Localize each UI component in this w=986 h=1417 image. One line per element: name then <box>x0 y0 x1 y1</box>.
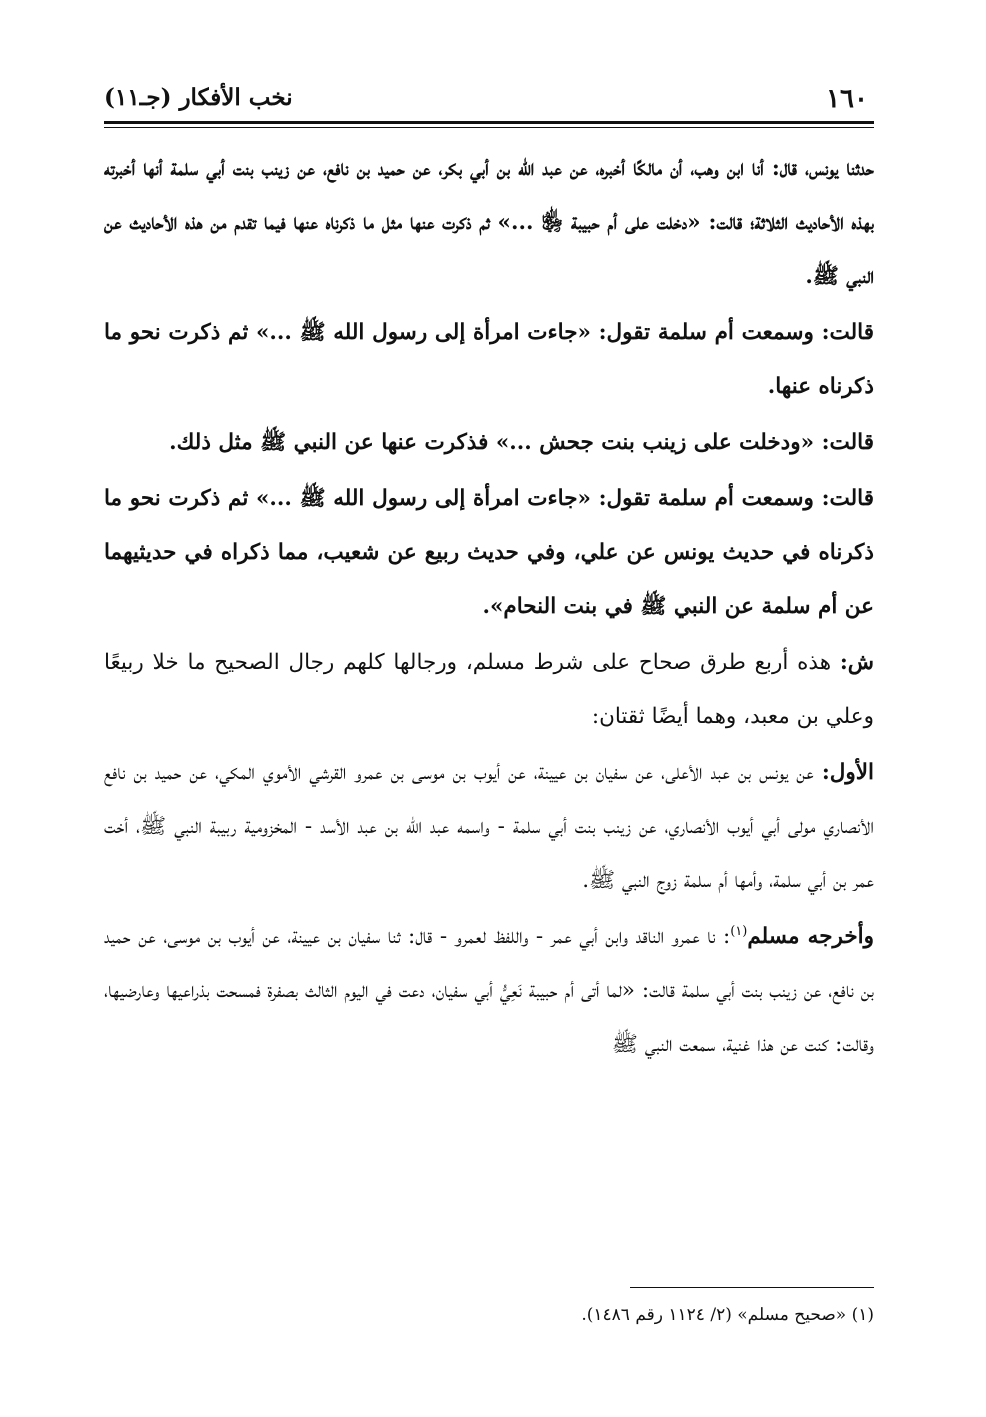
paragraph-5 <box>104 636 874 744</box>
paragraph-text: : نا عمرو الناقد وابن أبي عمر - واللفظ لعمرو - قال: ثنا سفيان بن عيينة، عن أيوب بن موسى، عن حميد بن نافع، عن زينب بنت أبي سلمة قالت: «لما أتى أم حبيبة نَعِيُّ أبي سفيان، دعت في اليوم الثالث بصفرة فمسحت بذراعيها وعارضيها، وقالت: كنت عن هذا غنية، سمعت النبي ﷺ <box>104 924 874 1057</box>
paragraph-text: قالت: وسمعت أم سلمة تقول: «جاءت امرأة إلى رسول الله ﷺ ...» ثم ذكرت نحو ما ذكرناه في حديث يونس عن علي، وفي حديث ربيع عن شعيب، مما ذكراه في حديثيهما عن أم سلمة عن النبي ﷺ في بنت النحام». <box>104 486 874 619</box>
running-title: نخب الأفكار (جـ١١) <box>104 84 293 111</box>
body-text <box>104 142 874 1074</box>
paragraph-4 <box>104 472 874 634</box>
paragraph-text: حدثنا يونس، قال: أنا ابن وهب، أن مالكًا أخبره، عن عبد الله بن أبي بكر، عن حميد بن نافع، عن زينب بنت أبي سلمة أنها أخبرته بهذه الأحاديث الثلاثة؛ قالت: «دخلت على أم حبيبة ﵂ ...» ثم ذكرت عنها مثل ما ذكرناه عنها فيما تقدم من هذه الأحاديث عن النبي ﷺ. <box>104 156 874 289</box>
page-header <box>104 80 874 120</box>
paragraph-lead: الأول: <box>821 760 874 785</box>
paragraph-lead: ش: <box>839 650 874 675</box>
paragraph-text: عن يونس بن عبد الأعلى، عن سفيان بن عيينة، عن أيوب بن موسى بن عمرو القرشي الأموي المكي، عن حميد بن نافع الأنصاري مولى أبي أيوب الأنصاري، عن زينب بنت أبي سلمة - واسمه عبد الله بن عبد الأسد - المخزومية ربيبة النبي ﷺ، أخت عمر بن أبي سلمة، وأمها أم سلمة زوج النبي ﷺ. <box>104 760 874 893</box>
paragraph-text: هذه أربع طرق صحاح على شرط مسلم، ورجالها كلهم رجال الصحيح ما خلا ربيعًا وعلي بن معبد، وهما أيضًا ثقتان: <box>104 650 874 729</box>
paragraph-6 <box>104 746 874 908</box>
footnote: (١) «صحيح مسلم» (٢/ ١١٢٤ رقم ١٤٨٦). <box>581 1305 874 1325</box>
paragraph-7 <box>104 910 874 1072</box>
page-number: ١٦٠ <box>826 84 868 114</box>
header-rule-thick <box>104 121 874 124</box>
paragraph-3 <box>104 416 874 470</box>
paragraph-lead: وأخرجه مسلم <box>747 924 874 949</box>
header-rule-thin <box>104 127 874 128</box>
footnote-reference: (١) <box>730 923 748 939</box>
footnote-rule <box>630 1287 874 1288</box>
paragraph-2 <box>104 306 874 414</box>
paragraph-1 <box>104 142 874 304</box>
paragraph-text: قالت: «ودخلت على زينب بنت جحش ...» فذكرت عنها عن النبي ﷺ مثل ذلك. <box>169 430 874 455</box>
paragraph-text: قالت: وسمعت أم سلمة تقول: «جاءت امرأة إلى رسول الله ﷺ ...» ثم ذكرت نحو ما ذكرناه عنها. <box>104 320 874 399</box>
